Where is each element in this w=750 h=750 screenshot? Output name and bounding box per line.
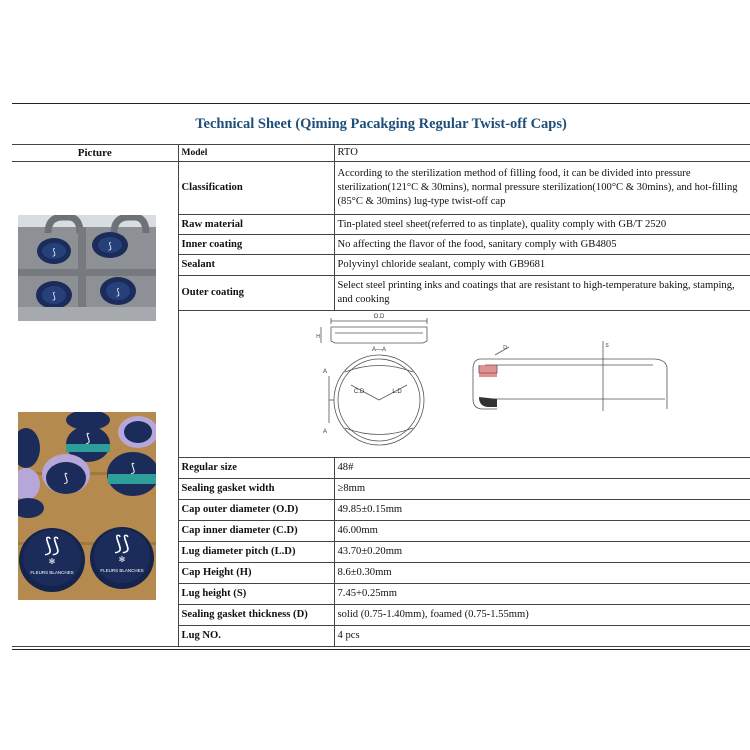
drawing-a-top-label: A [322, 369, 327, 375]
drawing-d-label: D [502, 345, 507, 351]
svg-text:⟆⟆: ⟆⟆ [114, 533, 130, 555]
inner-diameter-label: Cap inner diameter (C.D) [178, 521, 334, 542]
classification-value: According to the sterilization method of filling food, it can be divided into pressure sterilization(121°C & 30mins), normal pressure sterilization(100°C & 30mins), and hot-filling (85°C & 30mins) lug-type twist-off cap [334, 162, 750, 215]
svg-text:⟆: ⟆ [108, 241, 112, 251]
picture-header: Picture [12, 145, 178, 162]
inner-coating-label: Inner coating [178, 235, 334, 255]
drawing-cd-label: C.D [353, 389, 364, 395]
cap-front-left [19, 528, 85, 592]
drawing-ld-label: L.D [391, 389, 402, 395]
sealant-value: Polyvinyl chloride sealant, comply with GB9681 [334, 255, 750, 276]
gasket-width-label: Sealing gasket width [178, 479, 334, 500]
lug-no-value: 4 pcs [334, 626, 750, 647]
outer-diameter-label: Cap outer diameter (O.D) [178, 500, 334, 521]
cap-2 [92, 232, 128, 258]
gasket-thickness-value: solid (0.75-1.40mm), foamed (0.75-1.55mm) [334, 605, 750, 626]
outer-diameter-value: 49.85±0.15mm [334, 500, 750, 521]
drawing-h-label: H [315, 334, 320, 340]
drawing-section-label: A—A [371, 347, 386, 353]
regular-size-label: Regular size [178, 458, 334, 479]
lug-no-label: Lug NO. [178, 626, 334, 647]
inner-coating-value: No affecting the flavor of the food, sanitary comply with GB4805 [334, 235, 750, 255]
cap-4 [100, 277, 136, 305]
cap-height-value: 8.6±0.30mm [334, 563, 750, 584]
cap-height-label: Cap Height (H) [178, 563, 334, 584]
svg-text:⟆: ⟆ [116, 287, 120, 297]
regular-size-value: 48# [334, 458, 750, 479]
drawing-s-label: S [604, 343, 609, 349]
technical-drawing [179, 311, 749, 452]
svg-text:⟆: ⟆ [85, 431, 91, 445]
model-label: Model [178, 145, 334, 162]
gasket-width-value: ≥8mm [334, 479, 750, 500]
svg-text:✻: ✻ [118, 555, 126, 564]
raw-material-label: Raw material [178, 215, 334, 235]
cap-front-right [90, 527, 154, 589]
inner-diameter-value: 46.00mm [334, 521, 750, 542]
model-value: RTO [334, 145, 750, 162]
lug-height-label: Lug height (S) [178, 584, 334, 605]
product-photo-table [18, 412, 156, 600]
drawing-a-bottom-label: A [322, 429, 327, 435]
raw-material-value: Tin-plated steel sheet(referred to as tinplate), quality comply with GB/T 2520 [334, 215, 750, 235]
sealant-label: Sealant [178, 255, 334, 276]
classification-label: Classification [178, 162, 334, 215]
svg-text:⟆: ⟆ [52, 247, 56, 257]
lug-height-value: 7.45+0.25mm [334, 584, 750, 605]
outer-coating-label: Outer coating [178, 276, 334, 311]
drawing-od-label: O.D [373, 314, 384, 320]
spec-table [12, 104, 750, 647]
svg-text:⟆: ⟆ [52, 291, 56, 301]
svg-text:⟆⟆: ⟆⟆ [44, 535, 60, 557]
outer-coating-value: Select steel printing inks and coatings that are resistant to high-temperature baking, stamping, and cooking [334, 276, 750, 311]
svg-text:✻: ✻ [48, 557, 56, 566]
svg-text:⟆: ⟆ [63, 471, 69, 485]
technical-sheet [12, 103, 750, 650]
gasket-thickness-label: Sealing gasket thickness (D) [178, 605, 334, 626]
lug-pitch-label: Lug diameter pitch (L.D) [178, 542, 334, 563]
brand-text-2: FLEURS BLANCHES [100, 568, 144, 573]
brand-text-1: FLEURS BLANCHES [30, 570, 74, 575]
product-photo-carrier [18, 215, 156, 321]
cap-3 [36, 281, 72, 309]
svg-text:⟆: ⟆ [130, 461, 136, 475]
picture-cell [12, 162, 178, 647]
technical-drawing-cell [178, 311, 750, 458]
cap-1 [37, 238, 71, 264]
lug-pitch-value: 43.70±0.20mm [334, 542, 750, 563]
sheet-title: Technical Sheet (Qiming Pacakging Regular Twist-off Caps) [12, 104, 750, 145]
